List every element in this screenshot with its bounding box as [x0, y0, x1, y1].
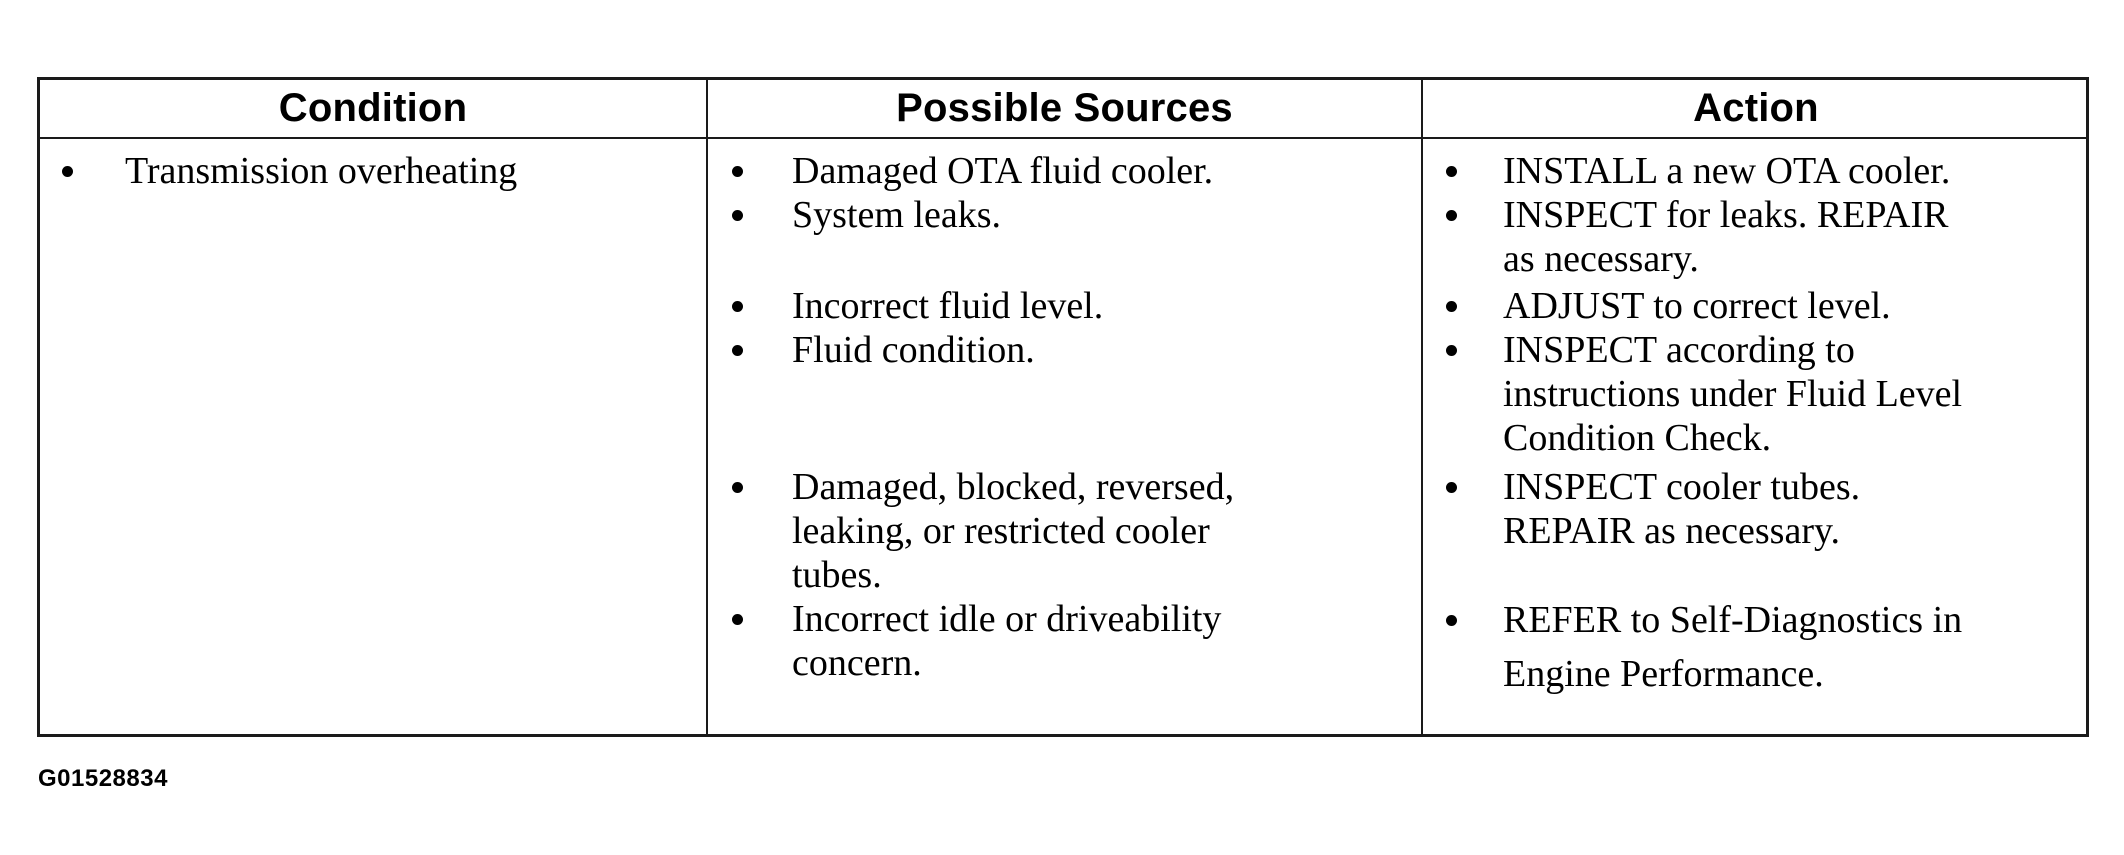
bullet-icon: [1446, 166, 1457, 177]
bullet-icon: [1446, 615, 1457, 626]
action-text-line: Condition Check.: [1503, 417, 1772, 459]
source-text: Damaged OTA fluid cooler.: [792, 150, 1214, 192]
bullet-icon: [1446, 482, 1457, 493]
header-condition: Condition: [278, 86, 468, 130]
source-text-line: concern.: [792, 642, 922, 684]
figure-id: G01528834: [38, 765, 168, 792]
header-divider: [40, 137, 2086, 139]
header-action: Action: [1693, 86, 1819, 130]
bullet-icon: [732, 482, 743, 493]
bullet-icon: [1446, 301, 1457, 312]
diagnostic-table: [37, 77, 2089, 737]
source-text-line: Damaged, blocked, reversed,: [792, 466, 1235, 508]
action-text-line: INSPECT according to: [1503, 329, 1855, 371]
action-text: INSTALL a new OTA cooler.: [1503, 150, 1951, 192]
source-text-line: Incorrect idle or driveability: [792, 598, 1222, 640]
action-text-line: REFER to Self-Diagnostics in: [1503, 599, 1963, 641]
bullet-icon: [732, 301, 743, 312]
action-text-line: as necessary.: [1503, 238, 1699, 280]
column-divider: [1421, 80, 1423, 734]
source-text: System leaks.: [792, 194, 1001, 236]
source-text-line: tubes.: [792, 554, 882, 596]
bullet-icon: [732, 614, 743, 625]
bullet-icon: [1446, 345, 1457, 356]
column-divider: [706, 80, 708, 734]
bullet-icon: [732, 210, 743, 221]
action-text-line: Engine Performance.: [1503, 653, 1824, 695]
source-text: Incorrect fluid level.: [792, 285, 1104, 327]
bullet-icon: [1446, 210, 1457, 221]
action-text-line: REPAIR as necessary.: [1503, 510, 1841, 552]
action-text-line: INSPECT for leaks. REPAIR: [1503, 194, 1949, 236]
bullet-icon: [62, 166, 73, 177]
source-text-line: leaking, or restricted cooler: [792, 510, 1210, 552]
action-text-line: instructions under Fluid Level: [1503, 373, 1963, 415]
condition-text: Transmission overheating: [125, 150, 518, 192]
action-text-line: INSPECT cooler tubes.: [1503, 466, 1861, 508]
header-possible-sources: Possible Sources: [896, 86, 1233, 130]
bullet-icon: [732, 166, 743, 177]
action-text: ADJUST to correct level.: [1503, 285, 1891, 327]
bullet-icon: [732, 345, 743, 356]
source-text: Fluid condition.: [792, 329, 1035, 371]
